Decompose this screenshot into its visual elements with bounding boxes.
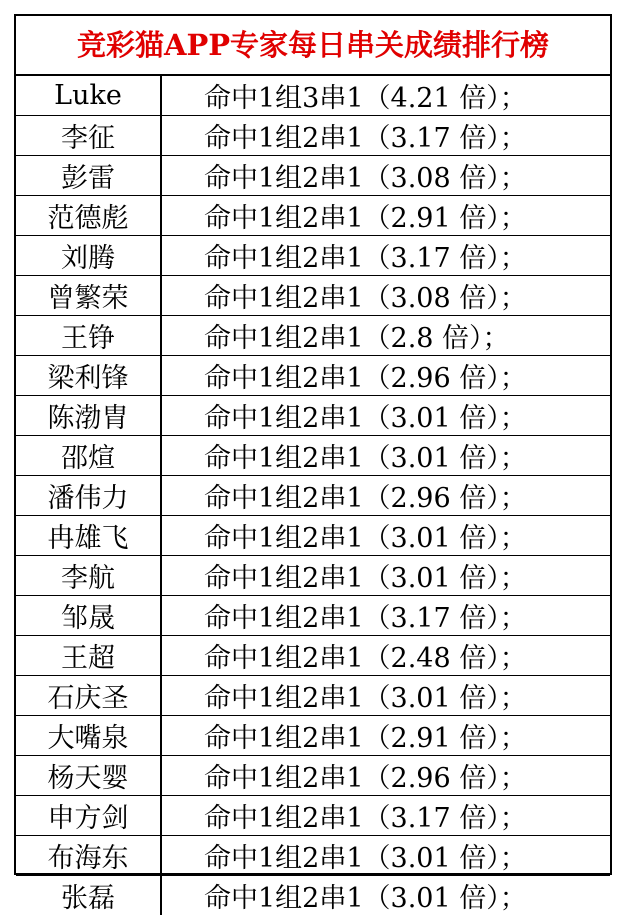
- table-row: [16, 196, 610, 236]
- table-row: [16, 596, 610, 636]
- expert-name: 陈渤胄: [16, 396, 161, 436]
- table-row: [16, 76, 610, 116]
- expert-name: Luke: [16, 76, 161, 116]
- expert-name: 王铮: [16, 316, 161, 356]
- expert-name: 王超: [16, 636, 161, 676]
- table-row: [16, 436, 610, 476]
- expert-name: 范德彪: [16, 196, 161, 236]
- parlay-result: 命中1组2串1（2.96 倍）；: [161, 756, 610, 796]
- expert-name: 石庆圣: [16, 676, 161, 716]
- table-row: [16, 476, 610, 516]
- parlay-result: 命中1组2串1（3.08 倍）；: [161, 156, 610, 196]
- expert-name: 彭雷: [16, 156, 161, 196]
- parlay-result: 命中1组2串1（3.01 倍）；: [161, 836, 610, 876]
- parlay-result: 命中1组2串1（2.96 倍）；: [161, 356, 610, 396]
- expert-name: 申方剑: [16, 796, 161, 836]
- table-row: [16, 676, 610, 716]
- parlay-result: 命中1组2串1（2.91 倍）；: [161, 716, 610, 756]
- parlay-result: 命中1组2串1（2.91 倍）；: [161, 196, 610, 236]
- expert-name: 冉雄飞: [16, 516, 161, 556]
- sheet-title: 竞彩猫APP专家每日串关成绩排行榜: [16, 16, 610, 76]
- table-row: [16, 876, 610, 915]
- table-row: [16, 716, 610, 756]
- expert-name: 曾繁荣: [16, 276, 161, 316]
- table-row: [16, 836, 610, 876]
- table-row: [16, 796, 610, 836]
- expert-name: 梁利锋: [16, 356, 161, 396]
- parlay-result: 命中1组2串1（3.17 倍）；: [161, 596, 610, 636]
- expert-name: 潘伟力: [16, 476, 161, 516]
- table-row: [16, 156, 610, 196]
- table-row: [16, 356, 610, 396]
- table-row: [16, 636, 610, 676]
- ranking-table: [16, 76, 610, 915]
- parlay-result: 命中1组2串1（2.48 倍）；: [161, 636, 610, 676]
- parlay-result: 命中1组2串1（3.17 倍）；: [161, 236, 610, 276]
- table-row: [16, 236, 610, 276]
- expert-name: 李航: [16, 556, 161, 596]
- parlay-result: 命中1组2串1（3.01 倍）；: [161, 676, 610, 716]
- table-row: [16, 756, 610, 796]
- parlay-result: 命中1组2串1（3.08 倍）；: [161, 276, 610, 316]
- expert-name: 张磊: [16, 876, 161, 915]
- table-row: [16, 516, 610, 556]
- ranking-sheet: [14, 14, 612, 875]
- table-row: [16, 396, 610, 436]
- parlay-result: 命中1组2串1（3.17 倍）；: [161, 116, 610, 156]
- expert-name: 刘腾: [16, 236, 161, 276]
- table-row: [16, 556, 610, 596]
- expert-name: 布海东: [16, 836, 161, 876]
- expert-name: 邹晟: [16, 596, 161, 636]
- table-row: [16, 276, 610, 316]
- expert-name: 杨天婴: [16, 756, 161, 796]
- table-row: [16, 116, 610, 156]
- table-row: [16, 316, 610, 356]
- parlay-result: 命中1组2串1（3.01 倍）；: [161, 396, 610, 436]
- parlay-result: 命中1组2串1（3.01 倍）；: [161, 556, 610, 596]
- parlay-result: 命中1组2串1（2.8 倍）；: [161, 316, 610, 356]
- expert-name: 大嘴泉: [16, 716, 161, 756]
- parlay-result: 命中1组2串1（3.01 倍）；: [161, 516, 610, 556]
- parlay-result: 命中1组2串1（2.96 倍）；: [161, 476, 610, 516]
- parlay-result: 命中1组3串1（4.21 倍）；: [161, 76, 610, 116]
- expert-name: 李征: [16, 116, 161, 156]
- parlay-result: 命中1组2串1（3.01 倍）；: [161, 876, 610, 915]
- parlay-result: 命中1组2串1（3.17 倍）；: [161, 796, 610, 836]
- expert-name: 邵煊: [16, 436, 161, 476]
- parlay-result: 命中1组2串1（3.01 倍）；: [161, 436, 610, 476]
